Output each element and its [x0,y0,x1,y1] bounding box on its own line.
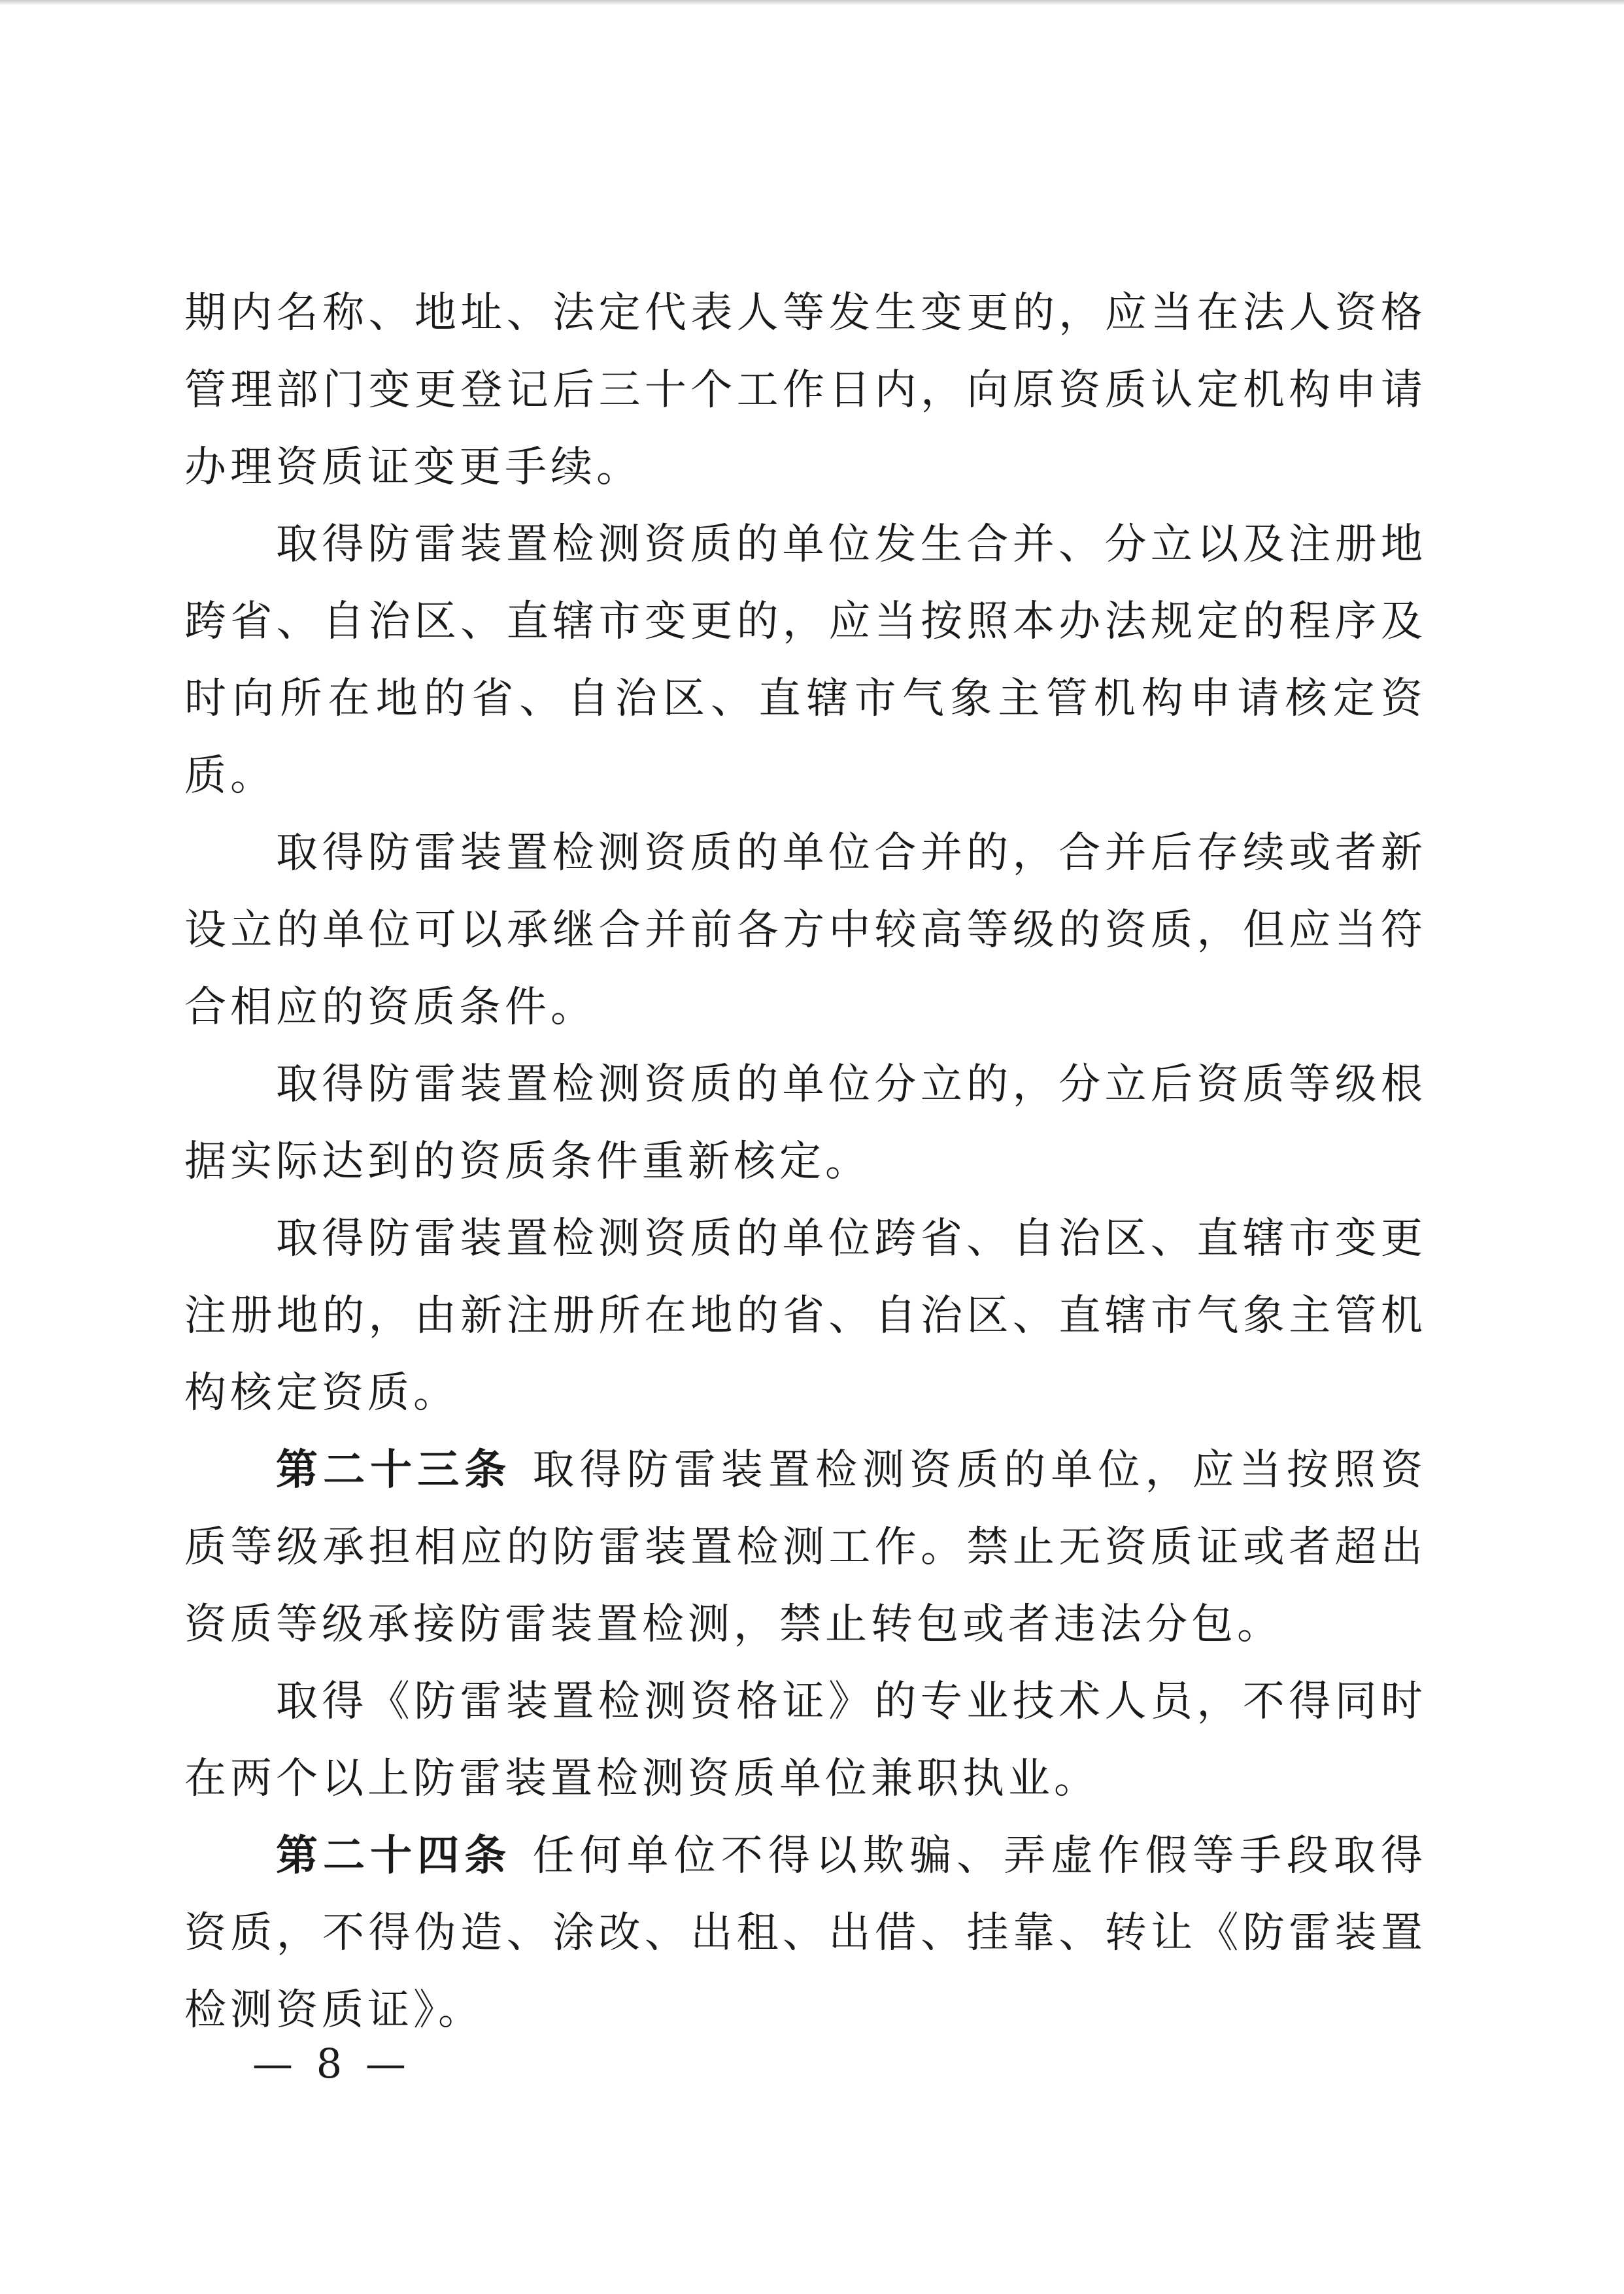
paragraph-relocation: 取得防雷装置检测资质的单位跨省、自治区、直辖市变更注册地的，由新注册所在地的省、自治区、直辖市气象主管机构核定资质。 [184,1215,1427,1417]
paragraph-merger-relocation: 取得防雷装置检测资质的单位发生合并、分立以及注册地跨省、自治区、直辖市变更的，应当按照本办法规定的程序及时向所在地的省、自治区、直辖市气象主管机构申请核定资质。 [184,520,1427,800]
paragraph-merger: 取得防雷装置检测资质的单位合并的，合并后存续或者新设立的单位可以承继合并前各方中较高等级的资质，但应当符合相应的资质条件。 [184,829,1427,1032]
article-24-number: 第二十四条 [276,1831,512,1880]
article-23-number: 第二十三条 [276,1445,512,1494]
article-24 [184,1817,1427,2049]
article-23-followup: 取得《防雷装置检测资格证》的专业技术人员，不得同时在两个以上防雷装置检测资质单位兼职执业。 [184,1678,1427,1803]
scan-top-edge [0,0,1624,5]
article-23-text: 取得防雷装置检测资质的单位，应当按照资质等级承担相应的防雷装置检测工作。禁止无资质证或者超出资质等级承接防雷装置检测，禁止转包或者违法分包。 [184,1446,1427,1649]
document-body [184,275,1427,2049]
paragraph-change-procedure: 期内名称、地址、法定代表人等发生变更的，应当在法人资格管理部门变更登记后三十个工作日内，向原资质认定机构申请办理资质证变更手续。 [184,289,1427,492]
article-24-text: 任何单位不得以欺骗、弄虚作假等手段取得资质，不得伪造、涂改、出租、出借、挂靠、转让《防雷装置检测资质证》。 [184,1832,1427,2034]
paragraph-split: 取得防雷装置检测资质的单位分立的，分立后资质等级根据实际达到的资质条件重新核定。 [184,1060,1427,1186]
page-number: — 8 — [252,2040,411,2087]
article-23 [184,1432,1427,1663]
